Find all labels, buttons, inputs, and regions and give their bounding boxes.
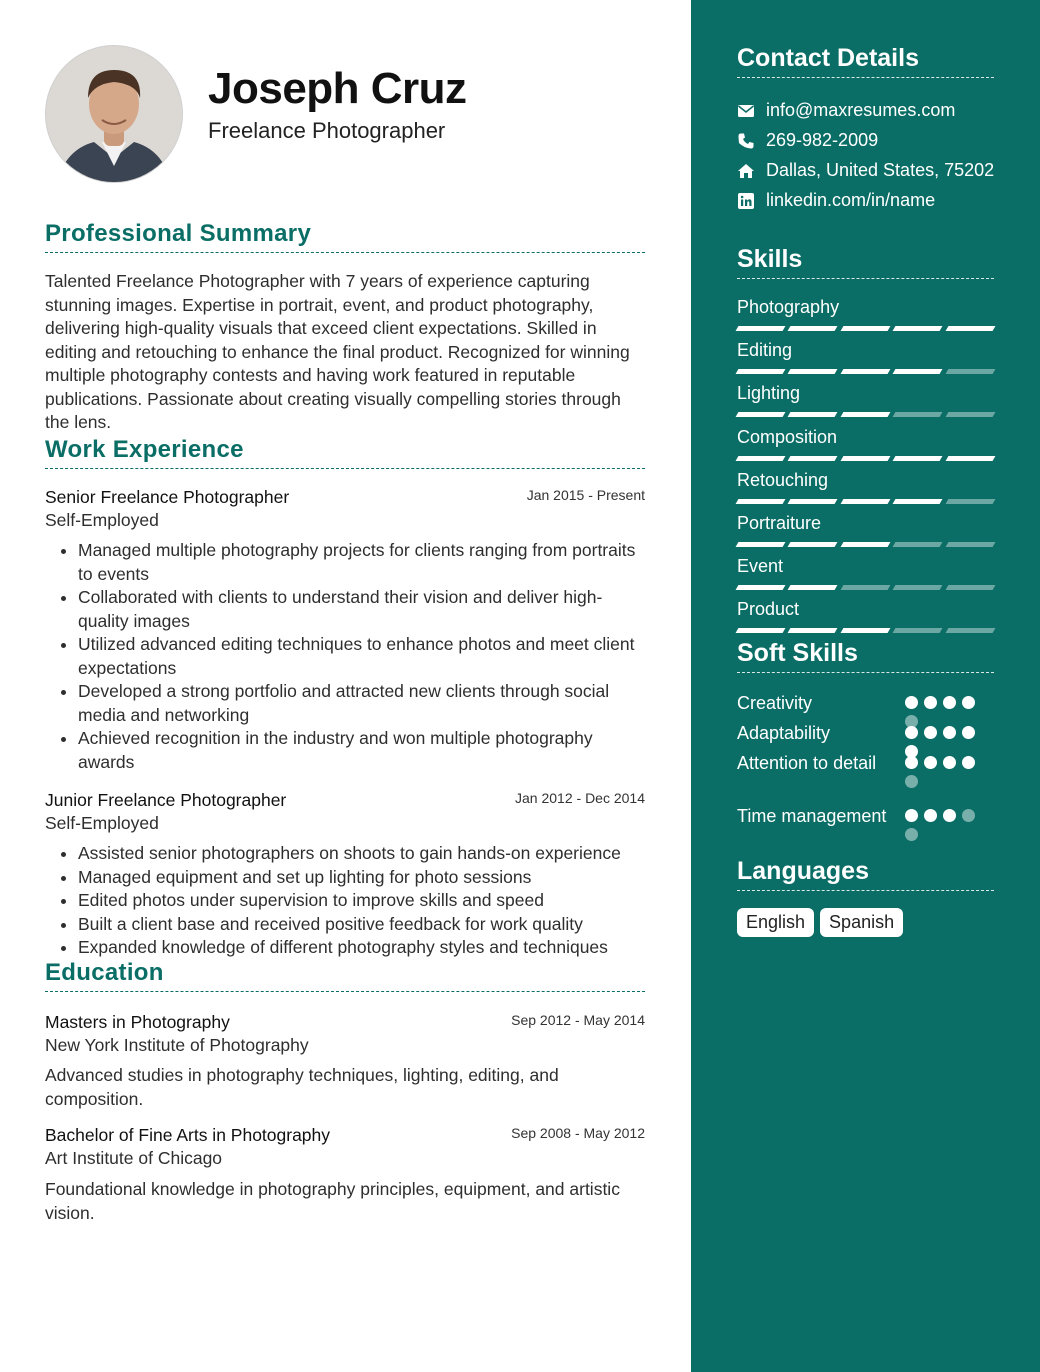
candidate-title: Freelance Photographer: [208, 118, 446, 143]
soft-skill-level-dot: [962, 756, 975, 769]
skill-level-segment: [840, 628, 890, 633]
education-date: Sep 2012 - May 2014: [511, 1012, 645, 1028]
phone-text: 269-982-2009: [766, 130, 879, 150]
skill-level-segment: [788, 542, 838, 547]
education-date: Sep 2008 - May 2012: [511, 1125, 645, 1141]
skill-level-segment: [840, 542, 890, 547]
school-name: New York Institute of Photography: [45, 1035, 309, 1055]
contact-phone[interactable]: [737, 130, 878, 151]
home-icon: [737, 162, 755, 180]
list-item: • Developed a strong portfolio and attracted new clients through social media and networking: [78, 680, 645, 727]
summary-heading: Professional Summary: [45, 220, 645, 253]
soft-skill-level-dot: [905, 809, 918, 822]
job-date: Jan 2015 - Present: [526, 487, 645, 503]
soft-skill-level-dot: [905, 828, 918, 841]
skill-name: Product: [737, 599, 800, 620]
soft-skill-level-dot: [924, 726, 937, 739]
skill-name: Composition: [737, 426, 838, 447]
soft-skill-level-dot: [905, 696, 918, 709]
languages-heading: Languages: [737, 857, 994, 891]
soft-skill-level-dot: [905, 756, 918, 769]
skill-level-segment: [788, 369, 838, 374]
soft-skill-level-dot: [962, 726, 975, 739]
skill-level-segment: [893, 412, 943, 417]
skill-level-bar: [737, 326, 994, 331]
skill-level-segment: [945, 499, 995, 504]
skill-level-segment: [840, 499, 890, 504]
job-date: Jan 2012 - Dec 2014: [515, 790, 645, 806]
soft-skill-level-dots: [905, 809, 981, 841]
list-item: • Collaborated with clients to understand their vision and deliver high-quality images: [78, 586, 645, 633]
job-org: Self-Employed: [45, 813, 159, 833]
soft-skill-level-dots: [905, 696, 981, 728]
soft-skill-level-dot: [943, 809, 956, 822]
linkedin-icon: [737, 192, 755, 210]
skill-level-segment: [736, 542, 786, 547]
soft-skill-level-dots: [905, 726, 981, 758]
skill-level-segment: [945, 456, 995, 461]
skill-level-segment: [893, 628, 943, 633]
skill-level-bar: [737, 369, 994, 374]
list-item: • Utilized advanced editing techniques to enhance photos and meet client expectations: [78, 633, 645, 680]
soft-skill-name: Adaptability: [737, 723, 831, 743]
skill-level-segment: [945, 369, 995, 374]
list-item: • Edited photos under supervision to improve skills and speed: [78, 889, 645, 913]
job-bullets: [45, 842, 645, 960]
skill-level-segment: [893, 499, 943, 504]
contact-linkedin[interactable]: [737, 190, 935, 211]
skill-level-segment: [788, 456, 838, 461]
profile-photo: [46, 46, 182, 182]
skill-level-segment: [945, 412, 995, 417]
skill-name: Lighting: [737, 383, 801, 404]
sidebar: [691, 0, 1040, 1372]
skill-level-bar: [737, 585, 994, 590]
language-tag: Spanish: [820, 908, 903, 937]
contact-email[interactable]: [737, 100, 955, 121]
list-item: • Built a client base and received positive feedback for work quality: [78, 913, 645, 937]
skill-level-bar: [737, 542, 994, 547]
list-item: • Managed equipment and set up lighting for photo sessions: [78, 866, 645, 890]
skill-level-segment: [840, 456, 890, 461]
language-tag: English: [737, 908, 814, 937]
experience-heading: Work Experience: [45, 436, 645, 469]
candidate-name: Joseph Cruz: [208, 64, 467, 113]
soft-skill-name: Time management: [737, 806, 887, 826]
skill-level-segment: [945, 326, 995, 331]
skill-level-segment: [736, 369, 786, 374]
phone-icon: [737, 132, 755, 150]
skill-level-bar: [737, 456, 994, 461]
skill-name: Portraiture: [737, 513, 822, 533]
education-heading: Education: [45, 959, 645, 992]
soft-skill-level-dot: [924, 696, 937, 709]
skill-name: Retouching: [737, 469, 829, 490]
list-item: • Achieved recognition in the industry and won multiple photography awards: [78, 727, 645, 774]
skill-level-segment: [736, 499, 786, 504]
skill-level-segment: [736, 628, 786, 633]
skill-level-segment: [840, 412, 890, 417]
skill-level-segment: [945, 628, 995, 633]
list-item: • Managed multiple photography projects for clients ranging from portraits to events: [78, 539, 645, 586]
avatar: [45, 45, 183, 183]
soft-skill-level-dot: [905, 726, 918, 739]
job-org: Self-Employed: [45, 510, 159, 530]
soft-skill-level-dot: [943, 756, 956, 769]
languages-list: [737, 908, 903, 937]
soft-skills-heading: Soft Skills: [737, 639, 994, 673]
skill-level-segment: [893, 369, 943, 374]
soft-skill-level-dot: [905, 775, 918, 788]
skill-level-segment: [788, 326, 838, 331]
skill-level-bar: [737, 412, 994, 417]
email-text: info@maxresumes.com: [766, 100, 956, 120]
skill-level-segment: [840, 326, 890, 331]
skill-level-segment: [893, 585, 943, 590]
degree-title: Masters in Photography: [45, 1012, 230, 1032]
skill-level-segment: [788, 499, 838, 504]
education-desc: Foundational knowledge in photography principles, equipment, and artistic vision.: [45, 1179, 620, 1223]
summary-text: Talented Freelance Photographer with 7 years of experience capturing stunning images. Expertise in portrait, event, and product photography, delivering high-quality visuals that exceed client expectations. Skilled in editing and retouching to enhance the final product. Recognized for winning multiple photography contests and having work featured in reputable publications. Passionate about creating visually compelling stories through the lens.: [45, 271, 630, 432]
soft-skill-level-dot: [943, 726, 956, 739]
linkedin-text: linkedin.com/in/name: [766, 190, 936, 210]
soft-skill-name: Attention to detail: [737, 753, 877, 773]
address-text: Dallas, United States, 75202: [766, 160, 995, 180]
skill-level-segment: [893, 326, 943, 331]
job-entry: [45, 487, 645, 774]
skill-level-segment: [893, 542, 943, 547]
school-name: Art Institute of Chicago: [45, 1148, 223, 1168]
skill-level-segment: [788, 412, 838, 417]
skill-level-segment: [945, 585, 995, 590]
job-title: Junior Freelance Photographer: [45, 790, 287, 810]
soft-skill-level-dot: [962, 696, 975, 709]
list-item: • Assisted senior photographers on shoots to gain hands-on experience: [78, 842, 645, 866]
job-entry: [45, 790, 645, 960]
skill-name: Photography: [737, 297, 840, 317]
soft-skill-level-dots: [905, 756, 981, 788]
skill-level-segment: [945, 542, 995, 547]
soft-skill-name: Creativity: [737, 693, 813, 713]
skill-level-segment: [893, 456, 943, 461]
skill-level-segment: [840, 585, 890, 590]
skill-level-segment: [788, 585, 838, 590]
skill-level-segment: [736, 326, 786, 331]
skill-name: Editing: [737, 340, 793, 361]
skill-level-segment: [736, 585, 786, 590]
skill-level-segment: [736, 412, 786, 417]
education-entry: [45, 1125, 645, 1225]
contact-heading: Contact Details: [737, 44, 994, 78]
skill-name: Event: [737, 556, 784, 577]
job-bullets: [45, 539, 645, 774]
education-desc: Advanced studies in photography techniques, lighting, editing, and composition.: [45, 1065, 559, 1109]
envelope-icon: [737, 102, 755, 120]
skill-level-bar: [737, 499, 994, 504]
skill-level-bar: [737, 628, 994, 633]
skills-heading: Skills: [737, 245, 994, 279]
soft-skill-level-dot: [962, 809, 975, 822]
degree-title: Bachelor of Fine Arts in Photography: [45, 1125, 331, 1145]
soft-skill-level-dot: [943, 696, 956, 709]
skill-level-segment: [736, 456, 786, 461]
contact-address: [737, 160, 994, 181]
list-item: • Expanded knowledge of different photography styles and techniques: [78, 936, 645, 960]
skill-level-segment: [788, 628, 838, 633]
job-title: Senior Freelance Photographer: [45, 487, 290, 507]
education-entry: [45, 1012, 645, 1111]
soft-skill-level-dot: [924, 809, 937, 822]
soft-skill-level-dot: [924, 756, 937, 769]
skill-level-segment: [840, 369, 890, 374]
